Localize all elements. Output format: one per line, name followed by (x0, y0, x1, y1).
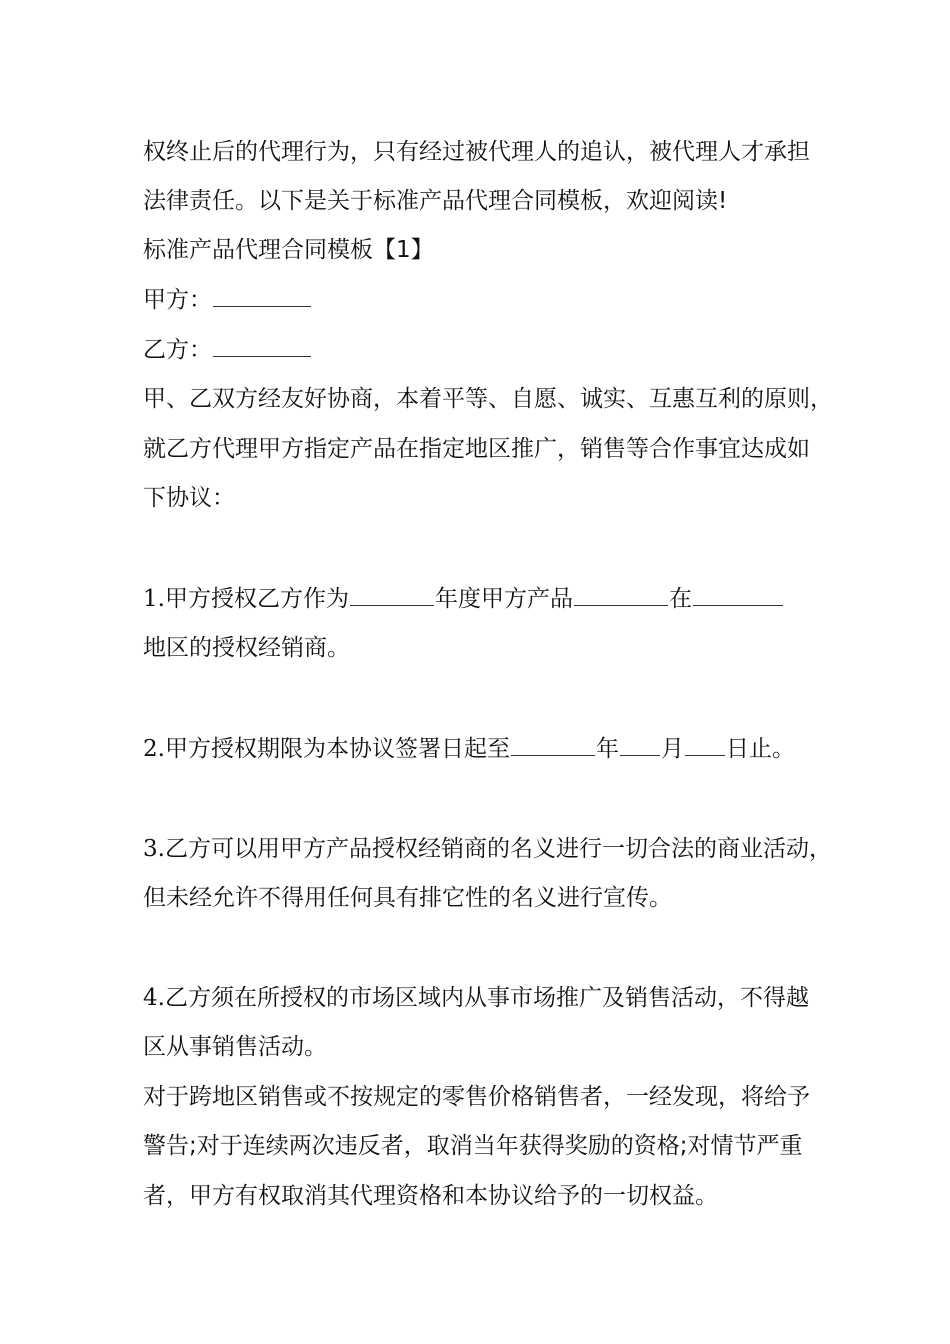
end-year-blank (511, 735, 595, 756)
party-b-blank (213, 336, 311, 357)
party-b-line (143, 335, 312, 365)
text-line: 就乙方代理甲方指定产品在指定地区推广，销售等合作事宜达成如 (143, 436, 810, 462)
clause-number: 1. (143, 586, 165, 612)
clause-text: 月 (660, 736, 684, 762)
party-b-label: 乙方： (143, 337, 212, 363)
clause-1-line (143, 584, 784, 614)
product-blank (574, 585, 668, 606)
party-a-blank (213, 286, 311, 307)
clause-number: 3. (143, 836, 165, 862)
clause-text: 甲方授权期限为本协议签署日起至 (164, 736, 510, 762)
year-blank (350, 585, 434, 606)
clause-3-line (143, 834, 832, 864)
clause-number: 4. (143, 985, 165, 1011)
text-line: 法律责任。以下是关于标准产品代理合同模板，欢迎阅读! (143, 188, 728, 214)
text-line: 区从事销售活动。 (143, 1034, 327, 1060)
party-a-label: 甲方： (143, 287, 212, 313)
end-day-blank (685, 735, 725, 756)
text-line: 对于跨地区销售或不按规定的零售价格销售者，一经发现，将给予 (143, 1084, 810, 1110)
region-blank (693, 585, 783, 606)
clause-text: 乙方可以用甲方产品授权经销商的名义进行一切合法的商业活动， (164, 836, 832, 862)
section-heading: 标准产品代理合同模板【1】 (143, 237, 434, 263)
text-line: 下协议： (143, 485, 235, 511)
clause-number: 2. (143, 736, 165, 762)
text-line: 者，甲方有权取消其代理资格和本协议给予的一切权益。 (143, 1183, 718, 1209)
clause-text: 日止。 (725, 736, 795, 762)
text-line: 地区的授权经销商。 (143, 635, 350, 661)
text-line: 权终止后的代理行为，只有经过被代理人的追认，被代理人才承担 (143, 139, 810, 165)
end-month-blank (620, 735, 660, 756)
party-a-line (143, 285, 312, 315)
clause-2-line (143, 734, 795, 764)
clause-4-line (143, 983, 809, 1013)
text-line: 甲、乙双方经友好协商，本着平等、自愿、诚实、互惠互利的原则， (143, 386, 833, 412)
clause-text: 甲方授权乙方作为 (164, 586, 349, 612)
text-line: 但未经允许不得用任何具有排它性的名义进行宣传。 (143, 885, 672, 911)
clause-text: 在 (668, 586, 692, 612)
clause-text: 年 (595, 736, 619, 762)
text-line: 警告;对于连续两次违反者，取消当年获得奖励的资格;对情节严重 (143, 1133, 803, 1159)
clause-text: 年度甲方产品 (434, 586, 573, 612)
clause-text: 乙方须在所授权的市场区域内从事市场推广及销售活动，不得越 (164, 985, 809, 1011)
